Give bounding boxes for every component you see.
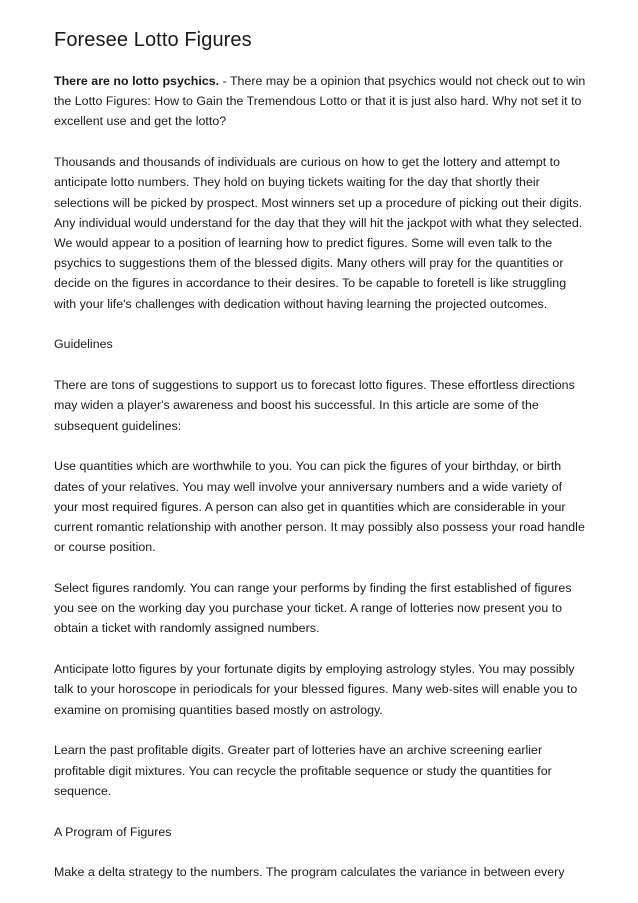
paragraph-use-quantities: Use quantities which are worthwhile to you. You can pick the figures of your birthday, or birth dates of your relatives. You may well involve your anniversary numbers and a wide variety of your most required figures. A person can also get in quantities which are considerable in your current romantic relationship with another person. It may possibly also possess your road handle or course position. — [54, 459, 585, 555]
paragraph-tons-of-suggestions: There are tons of suggestions to support us to forecast lotto figures. These effortless directions may widen a player's awareness and boost his successful. In this article are some of the subsequent guidelines: — [54, 378, 575, 433]
heading-guidelines: Guidelines — [54, 337, 113, 352]
paragraph-thousands: Thousands and thousands of individuals are curious on how to get the lottery and attempt to anticipate lotto numbers. They hold on buying tickets waiting for the day that shortly their selections will be picked by prospect. Most winners set up a procedure of picking out their digits. Any individual would understand for the day that they will hit the jackpot with what they selected. We would appear to a position of learning how to predict figures. Some will even talk to the psychics to suggestions them of the blessed digits. Many others will pray for the quantities or decide on the figures in accordance to their desires. To be capable to foretell is like struggling with your life's challenges with dedication without having learning the projected outcomes. — [54, 155, 583, 311]
intro-lead: There are no lotto psychics. — [54, 74, 220, 88]
paragraph-astrology: Anticipate lotto figures by your fortunate digits by employing astrology styles. You may possibly talk to your horoscope in periodicals for your blessed figures. Many web-sites will enable you to examine on promising quantities based mostly on astrology. — [54, 662, 578, 717]
document-title: Foresee Lotto Figures — [54, 29, 252, 51]
paragraph-delta-strategy: Make a delta strategy to the numbers. The program calculates the variance in between every — [54, 865, 565, 880]
paragraph-select-randomly: Select figures randomly. You can range your performs by finding the first established of figures you see on the working day you purchase your ticket. A range of lotteries now present you to obtain a ticket with randomly assigned numbers. — [54, 581, 572, 636]
intro-text: - There may be a opinion that psychics would not check out to win the Lotto Figures: How to Gain the Tremendous Lotto or that it is just also hard. Why not set it to excellent use and get the lotto? — [54, 74, 586, 129]
heading-program-of-figures: A Program of Figures — [54, 824, 172, 839]
intro-paragraph — [54, 71, 588, 132]
paragraph-past-profitable: Learn the past profitable digits. Greater part of lotteries have an archive screening earlier profitable digit mixtures. You can recycle the profitable sequence or study the quantities for sequence. — [54, 743, 552, 798]
